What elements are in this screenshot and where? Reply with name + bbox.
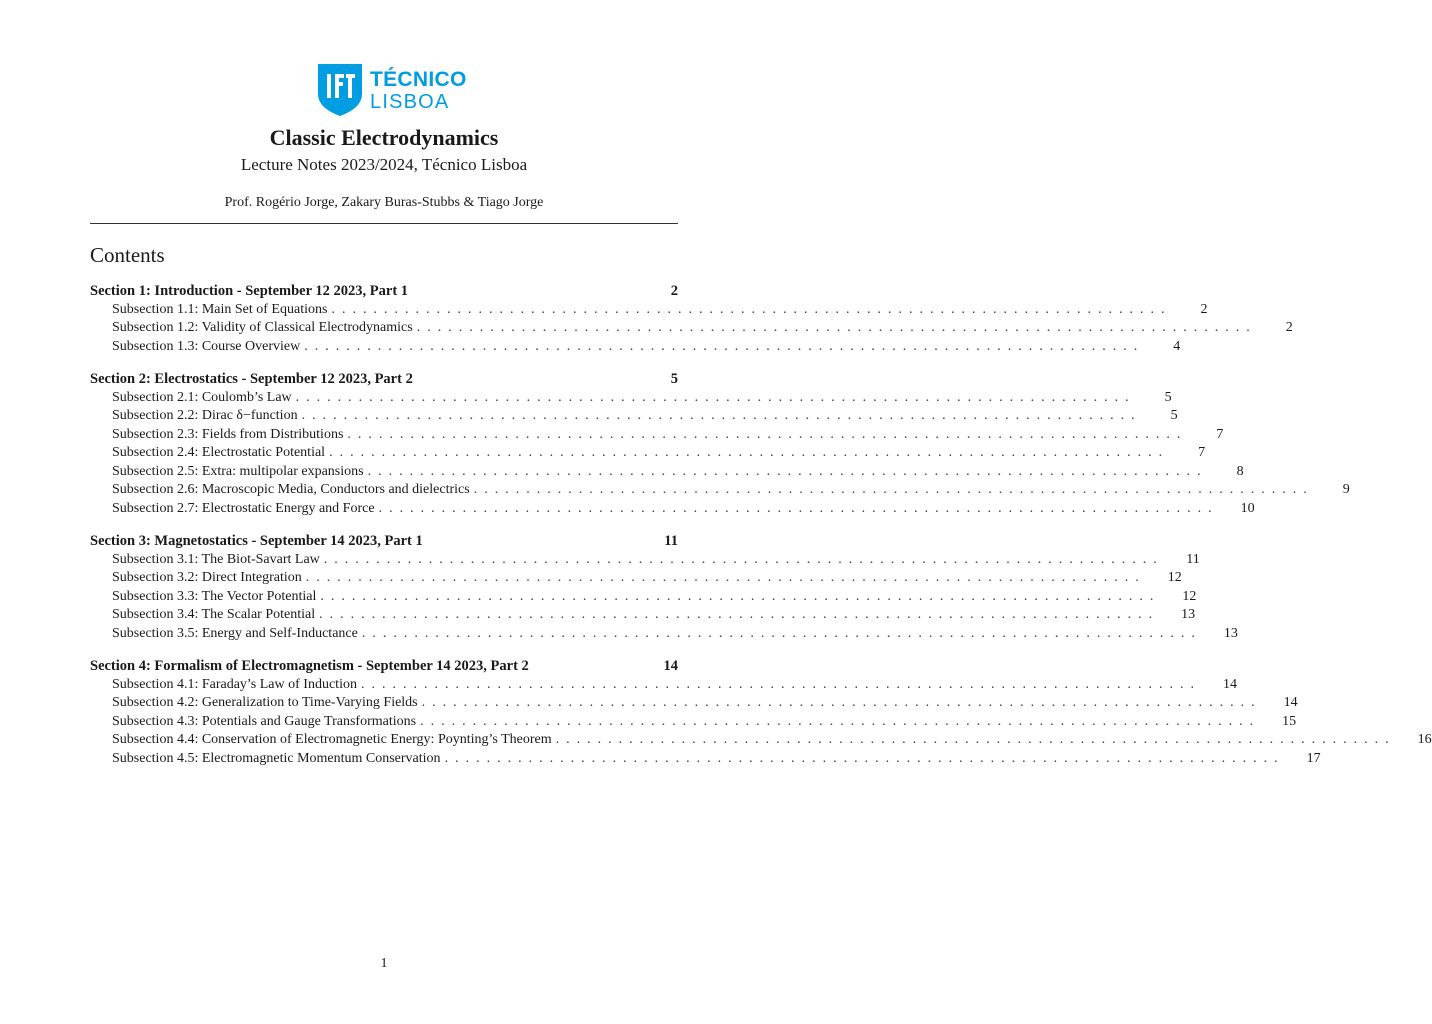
toc-subsection-title: Subsection 3.4: The Scalar Potential bbox=[112, 607, 316, 622]
toc-leader-dots: ................................................................................ bbox=[295, 389, 1136, 405]
toc-section-title: Section 2: Electrostatics - September 12 2023, Part 2 bbox=[90, 371, 413, 387]
toc-subsection-page: 2 bbox=[1200, 301, 1208, 317]
toc-subsection-title: Subsection 3.2: Direct Integration bbox=[112, 570, 302, 585]
toc-leader-dots: ................................................................................ bbox=[305, 570, 1146, 585]
toc-subsection-title: Subsection 2.2: Dirac δ−function bbox=[112, 408, 298, 423]
toc-subsection-page: 8 bbox=[1236, 463, 1244, 479]
toc-section bbox=[90, 370, 1350, 518]
toc-subsection-page: 16 bbox=[1417, 732, 1432, 747]
toc-subsection-title: Subsection 4.2: Generalization to Time-Varying Fields bbox=[112, 695, 418, 710]
toc-leader-dots: ................................................................................ bbox=[320, 588, 1161, 604]
toc-section-page: 11 bbox=[664, 533, 678, 549]
toc-section-entry[interactable] bbox=[90, 532, 678, 551]
toc-subsection-page: 13 bbox=[1223, 625, 1238, 641]
toc-subsection-title: Subsection 2.3: Fields from Distributions bbox=[112, 426, 344, 442]
toc-leader-dots: ................................................................................ bbox=[347, 426, 1188, 442]
toc-subsection-page: 17 bbox=[1306, 750, 1321, 766]
logo-line-1: TÉCNICO bbox=[370, 67, 467, 91]
toc-leader-dots: ................................................................................ bbox=[319, 607, 1160, 622]
toc-subsection-title: Subsection 2.4: Electrostatic Potential bbox=[112, 445, 326, 460]
toc-subsection-page: 7 bbox=[1198, 445, 1206, 460]
toc-subsection-entry[interactable] bbox=[90, 625, 1238, 644]
toc-subsection-page: 14 bbox=[1222, 676, 1237, 692]
toc-subsection-title: Subsection 4.3: Potentials and Gauge Transformations bbox=[112, 713, 417, 729]
toc-subsection-entry[interactable] bbox=[90, 319, 1293, 338]
toc-leader-dots: ................................................................................ bbox=[323, 551, 1164, 567]
toc-subsection-entry[interactable] bbox=[90, 694, 1298, 713]
toc-subsection-page: 12 bbox=[1182, 588, 1197, 604]
toc-leader-dots: ................................................................................ bbox=[378, 500, 1219, 516]
toc-leader-dots: ................................................................................ bbox=[301, 408, 1142, 423]
toc-subsection-entry[interactable] bbox=[90, 481, 1350, 500]
toc-subsection-entry[interactable] bbox=[90, 407, 1178, 426]
logo-line-2: LISBOA bbox=[370, 90, 450, 113]
toc-subsection-page: 7 bbox=[1216, 426, 1224, 442]
toc-subsection-page: 2 bbox=[1285, 320, 1293, 335]
toc-subsection-title: Subsection 2.7: Electrostatic Energy and Force bbox=[112, 500, 375, 516]
toc-subsection-entry[interactable] bbox=[90, 676, 1237, 695]
toc-subsection-title: Subsection 1.2: Validity of Classical Electrodynamics bbox=[112, 320, 413, 335]
toc-subsection-entry[interactable] bbox=[90, 713, 1297, 732]
page-number: 1 bbox=[380, 956, 388, 971]
toc-section bbox=[90, 532, 1238, 643]
toc-subsection-page: 10 bbox=[1240, 500, 1255, 516]
toc-subsection-title: Subsection 2.1: Coulomb’s Law bbox=[112, 389, 292, 405]
toc-leader-dots: ................................................................................ bbox=[444, 750, 1285, 766]
toc-subsection-page: 13 bbox=[1181, 607, 1196, 622]
toc-section-title: Section 1: Introduction - September 12 2023, Part 1 bbox=[90, 283, 409, 299]
tecnico-logo bbox=[318, 64, 467, 116]
toc-subsection-title: Subsection 4.4: Conservation of Electromagnetic Energy: Poynting’s Theorem bbox=[112, 732, 552, 747]
tecnico-shield-icon bbox=[318, 64, 362, 116]
document-subtitle: Lecture Notes 2023/2024, Técnico Lisboa bbox=[240, 155, 528, 174]
table-of-contents bbox=[90, 282, 1432, 782]
toc-leader-dots: ................................................................................ bbox=[473, 482, 1314, 497]
document-title: Classic Electrodynamics bbox=[269, 125, 499, 150]
toc-subsection-entry[interactable] bbox=[90, 551, 1200, 570]
toc-section-entry[interactable] bbox=[90, 282, 678, 301]
toc-subsection-entry[interactable] bbox=[90, 463, 1244, 482]
toc-leader-dots: ................................................................................ bbox=[416, 320, 1257, 335]
toc-subsection-entry[interactable] bbox=[90, 731, 1432, 750]
contents-heading: Contents bbox=[90, 243, 165, 267]
document-authors: Prof. Rogério Jorge, Zakary Buras-Stubbs & Tiago Jorge bbox=[224, 195, 544, 210]
toc-subsection-entry[interactable] bbox=[90, 426, 1224, 445]
toc-subsection-title: Subsection 3.3: The Vector Potential bbox=[112, 588, 317, 604]
toc-subsection-entry[interactable] bbox=[90, 606, 1196, 625]
toc-section-entry[interactable] bbox=[90, 657, 678, 676]
toc-section-page: 14 bbox=[663, 658, 678, 674]
toc-section bbox=[90, 657, 1432, 768]
title-block bbox=[0, 124, 768, 212]
toc-subsection-page: 5 bbox=[1170, 408, 1178, 423]
toc-subsection-title: Subsection 2.6: Macroscopic Media, Conductors and dielectrics bbox=[112, 482, 470, 497]
toc-subsection-page: 4 bbox=[1173, 338, 1181, 354]
toc-section bbox=[90, 282, 1293, 356]
toc-subsection-entry[interactable] bbox=[90, 569, 1182, 588]
toc-leader-dots: ................................................................................ bbox=[329, 445, 1170, 460]
toc-subsection-title: Subsection 3.1: The Biot-Savart Law bbox=[112, 551, 320, 567]
toc-subsection-entry[interactable] bbox=[90, 750, 1321, 769]
toc-section-entry[interactable] bbox=[90, 370, 678, 389]
toc-leader-dots: ................................................................................ bbox=[361, 625, 1202, 641]
toc-subsection-title: Subsection 1.3: Course Overview bbox=[112, 338, 301, 354]
toc-subsection-entry[interactable] bbox=[90, 338, 1181, 357]
toc-subsection-entry[interactable] bbox=[90, 588, 1197, 607]
logo-wordmark bbox=[370, 69, 467, 112]
toc-subsection-page: 12 bbox=[1167, 570, 1182, 585]
toc-subsection-title: Subsection 4.1: Faraday’s Law of Induction bbox=[112, 676, 357, 692]
toc-subsection-entry[interactable] bbox=[90, 301, 1208, 320]
toc-subsection-page: 9 bbox=[1342, 482, 1350, 497]
toc-leader-dots: ................................................................................ bbox=[367, 463, 1208, 479]
toc-leader-dots: ................................................................................ bbox=[420, 713, 1261, 729]
toc-leader-dots: ................................................................................ bbox=[555, 732, 1396, 747]
toc-subsection-page: 11 bbox=[1186, 551, 1200, 567]
toc-section-page: 2 bbox=[670, 283, 678, 299]
toc-subsection-entry[interactable] bbox=[90, 500, 1255, 519]
toc-subsection-title: Subsection 1.1: Main Set of Equations bbox=[112, 301, 328, 317]
toc-leader-dots: ................................................................................ bbox=[331, 301, 1172, 317]
toc-subsection-title: Subsection 4.5: Electromagnetic Momentum Conservation bbox=[112, 750, 441, 766]
toc-leader-dots: ................................................................................ bbox=[304, 338, 1145, 354]
toc-subsection-page: 14 bbox=[1283, 695, 1298, 710]
title-divider bbox=[90, 223, 678, 224]
toc-leader-dots: ................................................................................ bbox=[360, 676, 1201, 692]
toc-subsection-entry[interactable] bbox=[90, 389, 1172, 408]
toc-section-title: Section 3: Magnetostatics - September 14 2023, Part 1 bbox=[90, 533, 423, 549]
toc-section-page: 5 bbox=[670, 371, 678, 387]
toc-subsection-page: 5 bbox=[1164, 389, 1172, 405]
toc-subsection-title: Subsection 3.5: Energy and Self-Inductance bbox=[112, 625, 358, 641]
toc-section-title: Section 4: Formalism of Electromagnetism - September 14 2023, Part 2 bbox=[90, 658, 529, 674]
toc-subsection-title: Subsection 2.5: Extra: multipolar expansions bbox=[112, 463, 364, 479]
toc-subsection-entry[interactable] bbox=[90, 444, 1206, 463]
toc-subsection-page: 15 bbox=[1282, 713, 1297, 729]
toc-leader-dots: ................................................................................ bbox=[421, 695, 1262, 710]
